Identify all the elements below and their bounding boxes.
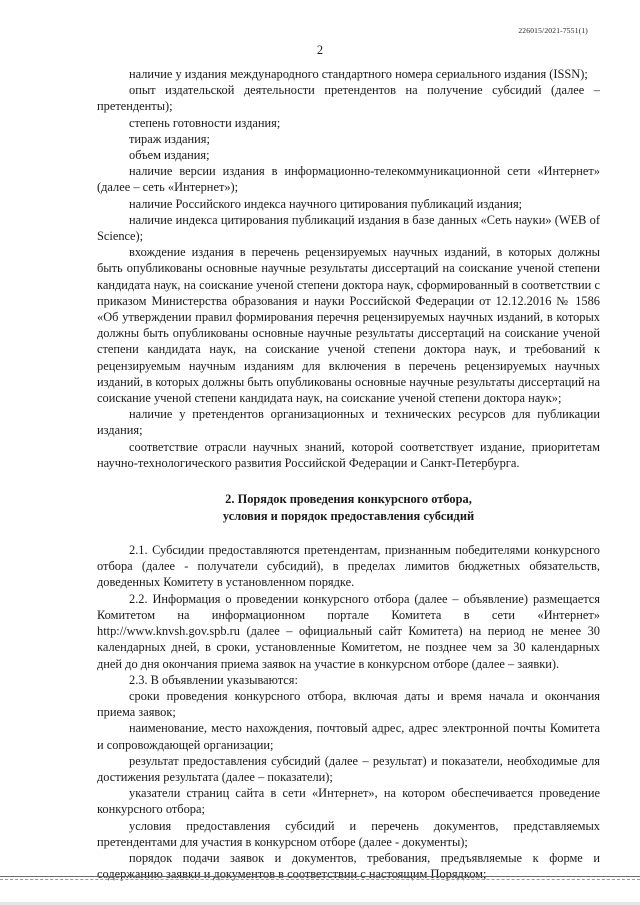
paragraph: указатели страниц сайта в сети «Интернет», на котором обеспечивается проведение конкурсного отбора; <box>97 786 600 817</box>
page-number: 2 <box>316 43 324 57</box>
scan-edge-line <box>0 876 640 877</box>
paragraph: условия предоставления субсидий и перечень документов, представляемых претендентами для участия в конкурсном отборе (далее - документы); <box>97 818 600 849</box>
paragraph: 2.2. Информация о проведении конкурсного отбора (далее – объявление) размещается Комитетом на информационном портале Комитета в сети «Интернет» http://www.knvsh.gov.spb.ru (далее – официальный сайт Комитета) на период не менее 30 календарных дней, в сроки, установленные Комитетом, не позднее чем за 30 календарных дней до дня окончания приема заявок на участие в конкурсном отборе (далее – заявки). <box>97 591 600 671</box>
list-item: наличие версии издания в информационно-телекоммуникационной сети «Интернет» (далее – сеть «Интернет»); <box>97 164 600 195</box>
paragraph: сроки проведения конкурсного отбора, включая даты и время начала и окончания приема заявок; <box>97 688 600 720</box>
document-body <box>97 66 600 882</box>
paragraph: 2.3. В объявлении указываются: <box>129 672 298 687</box>
paragraph: результат предоставления субсидий (далее – результат) и показатели, необходимые для достижения результата (далее – показатели); <box>97 753 600 784</box>
paragraph: порядок подачи заявок и документов, требования, предъявляемые к форме и содержанию заявки и документов в соответствии с настоящим Порядком; <box>97 850 600 882</box>
list-item: наличие у претендентов организационных и технических ресурсов для публикации издания; <box>97 407 600 438</box>
document-number: 226015/2021-7551(1) <box>518 26 588 35</box>
section-heading <box>97 491 600 524</box>
list-item: наличие Российского индекса научного цитирования публикаций издания; <box>129 196 523 211</box>
list-item: соответствие отрасли научных знаний, которой соответствует издание, приоритетам научно-технологического развития Российской Федерации и Санкт-Петербурга. <box>97 439 600 470</box>
section-heading-line: условия и порядок предоставления субсидий <box>222 508 475 523</box>
list-item: тираж издания; <box>129 131 210 146</box>
list-item: опыт издательской деятельности претендентов на получение субсидий (далее – претенденты); <box>97 83 600 114</box>
list-item: наличие у издания международного стандартного номера сериального издания (ISSN); <box>129 67 588 81</box>
paragraph: наименование, место нахождения, почтовый адрес, адрес электронной почты Комитета и сопровождающей организации; <box>97 721 600 752</box>
scan-edge-line <box>0 879 640 880</box>
list-item: вхождение издания в перечень рецензируемых научных изданий, в которых должны быть опубликованы основные научные результаты диссертаций на соискание ученой степени кандидата наук, на соискание ученой степени доктора наук, сформированный в соответствии с приказом Министерства образования и науки Российской Федерации от 12.12.2016 № 1586 «Об утверждении правил формирования перечня рецензируемых научных изданий, в которых должны быть опубликованы основные научные результаты диссертаций на соискание ученой степени кандидата наук, на соискание ученой степени доктора наук, и требований к рецензируемым научным изданиям для включения в перечень рецензируемых научных изданий, в которых должны быть опубликованы основные научные результаты диссертаций на соискание ученой степени кандидата наук, на соискание ученой степени доктора наук»; <box>97 245 600 406</box>
list-item: наличие индекса цитирования публикаций издания в базе данных «Сеть науки» (WEB of Science); <box>97 212 600 244</box>
list-item: степень готовности издания; <box>129 115 281 130</box>
list-item: объем издания; <box>129 148 210 163</box>
section-heading-line: 2. Порядок проведения конкурсного отбора, <box>225 492 472 507</box>
paragraph: 2.1. Субсидии предоставляются претендентам, признанным победителями конкурсного отбора (далее - получатели субсидий), в пределах лимитов бюджетных обязательств, доведенных Комитету в установленном порядке. <box>97 543 600 590</box>
